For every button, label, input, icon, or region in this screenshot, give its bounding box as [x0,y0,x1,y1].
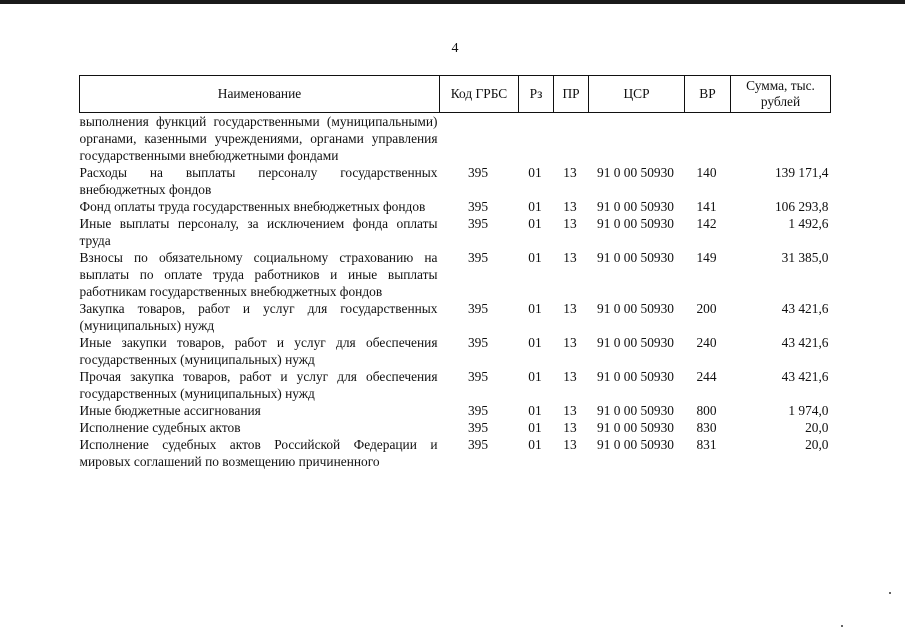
table-header-row [80,76,831,113]
cell-grbs: 395 [467,301,489,316]
cell-name: выполнения функций государственными (муниципальными) органами, казенными учреждениями, органами управления государственными внебюджетными фондами [79,114,438,163]
cell-pr: 13 [563,335,577,350]
cell-csr: 91 0 00 50930 [597,369,674,384]
cell-grbs: 395 [467,199,489,214]
table-row [80,334,831,368]
cell-name: Прочая закупка товаров, работ и услуг для обеспечения государственных (муниципальных) нужд [79,369,438,401]
cell-sum: 43 421,6 [781,335,829,350]
table-row [80,164,831,198]
header-csr: ЦСР [589,76,685,113]
table-row [80,436,831,470]
table-row [80,402,831,419]
cell-sum: 43 421,6 [781,301,829,316]
cell-grbs: 395 [467,437,489,452]
cell-csr: 91 0 00 50930 [597,403,674,418]
table-body [80,113,831,471]
cell-name: Исполнение судебных актов Российской Федерации и мировых соглашений по возмещению причиненного [79,437,438,469]
header-rz: Рз [519,76,554,113]
cell-grbs: 395 [467,216,489,231]
cell-rz: 01 [528,250,542,265]
cell-csr: 91 0 00 50930 [597,301,674,316]
cell-name: Иные закупки товаров, работ и услуг для обеспечения государственных (муниципальных) нужд [79,335,438,367]
cell-grbs [440,113,519,165]
cell-grbs: 395 [467,420,489,435]
cell-pr: 13 [563,369,577,384]
table-row [80,419,831,436]
cell-grbs: 395 [467,250,489,265]
cell-sum: 1 974,0 [788,403,829,418]
cell-rz: 01 [528,403,542,418]
cell-sum: 20,0 [805,437,829,452]
cell-vr: 830 [696,420,717,435]
cell-sum: 1 492,6 [788,216,829,231]
cell-sum [731,113,831,165]
cell-vr: 142 [696,216,717,231]
cell-vr: 800 [696,403,717,418]
cell-name: Расходы на выплаты персоналу государственных внебюджетных фондов [79,165,438,197]
table-row [80,113,831,165]
cell-rz: 01 [528,335,542,350]
cell-pr: 13 [563,403,577,418]
cell-rz: 01 [528,369,542,384]
cell-vr: 240 [696,335,717,350]
table-row [80,300,831,334]
cell-sum: 43 421,6 [781,369,829,384]
cell-pr: 13 [563,420,577,435]
cell-vr: 141 [696,199,717,214]
cell-grbs: 395 [467,369,489,384]
cell-rz: 01 [528,301,542,316]
cell-rz: 01 [528,165,542,180]
cell-rz [519,113,554,165]
cell-vr: 140 [696,165,717,180]
cell-pr: 13 [563,301,577,316]
cell-grbs: 395 [467,403,489,418]
header-sum: Сумма, тыс. рублей [731,76,831,113]
cell-pr: 13 [563,165,577,180]
cell-vr [685,113,731,165]
cell-sum: 106 293,8 [774,199,829,214]
cell-name: Исполнение судебных актов [79,420,241,435]
cell-grbs: 395 [467,165,489,180]
header-grbs: Код ГРБС [440,76,519,113]
cell-rz: 01 [528,199,542,214]
cell-name: Взносы по обязательному социальному страхованию на выплаты по оплате труда работников и иные выплаты работникам государственных внебюджетных фондов [79,250,438,299]
cell-pr: 13 [563,250,577,265]
cell-vr: 200 [696,301,717,316]
cell-name: Иные выплаты персоналу, за исключением фонда оплаты труда [79,216,438,248]
table-row [80,198,831,215]
cell-vr: 831 [696,437,717,452]
cell-csr: 91 0 00 50930 [597,250,674,265]
cell-name: Закупка товаров, работ и услуг для государственных (муниципальных) нужд [79,301,438,333]
cell-rz: 01 [528,216,542,231]
scan-top-border [0,0,905,4]
cell-grbs: 395 [467,335,489,350]
cell-csr: 91 0 00 50930 [597,165,674,180]
cell-csr: 91 0 00 50930 [597,335,674,350]
table-row [80,249,831,300]
cell-pr [554,113,589,165]
cell-pr: 13 [563,199,577,214]
scan-speck [889,592,891,594]
cell-pr: 13 [563,437,577,452]
cell-vr: 244 [696,369,717,384]
cell-csr: 91 0 00 50930 [597,437,674,452]
cell-rz: 01 [528,420,542,435]
cell-name: Иные бюджетные ассигнования [79,403,261,418]
cell-vr: 149 [696,250,717,265]
scan-speck [841,625,843,627]
budget-table [79,75,831,470]
cell-csr: 91 0 00 50930 [597,216,674,231]
header-vr: ВР [685,76,731,113]
cell-csr: 91 0 00 50930 [597,420,674,435]
cell-csr: 91 0 00 50930 [597,199,674,214]
cell-sum: 20,0 [805,420,829,435]
table-row [80,215,831,249]
cell-rz: 01 [528,437,542,452]
cell-pr: 13 [563,216,577,231]
cell-sum: 31 385,0 [781,250,829,265]
table-row [80,368,831,402]
cell-name: Фонд оплаты труда государственных внебюджетных фондов [79,199,426,214]
header-name: Наименование [80,76,440,113]
header-pr: ПР [554,76,589,113]
cell-sum: 139 171,4 [774,165,829,180]
page-number: 4 [451,41,459,56]
cell-csr [589,113,685,165]
